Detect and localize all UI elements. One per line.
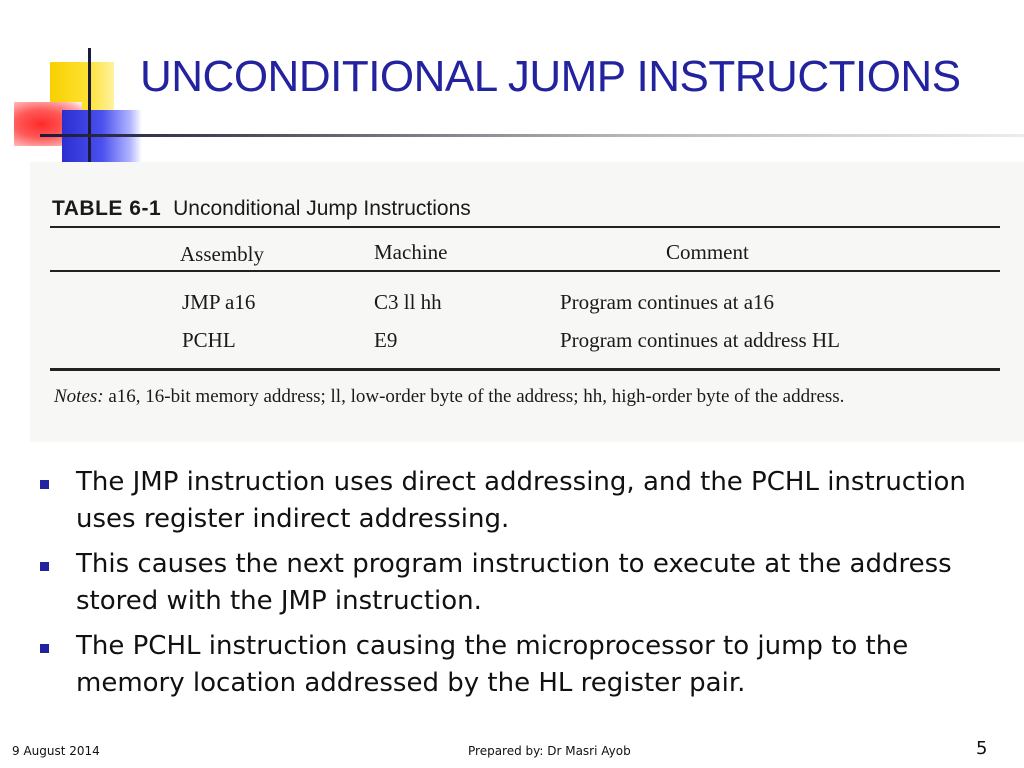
header-machine: Machine [374, 240, 448, 264]
table-title [52, 196, 471, 221]
header-assembly: Assembly [180, 242, 264, 266]
list-item [40, 546, 980, 620]
table-label: TABLE 6-1 [52, 197, 162, 220]
table-top-rule [50, 226, 1000, 228]
notes-label: Notes: [54, 386, 104, 407]
table-notes [54, 386, 844, 408]
table-cell: PCHL [182, 328, 236, 352]
table-cell: E9 [374, 328, 398, 352]
table-cell: Program continues at address HL [560, 328, 840, 352]
logo-vertical-line [88, 48, 91, 164]
bullet-text: The JMP instruction uses direct addressing, and the PCHL instruction uses register indirect addressing. [76, 467, 966, 534]
header-comment: Comment [666, 240, 749, 264]
list-item [40, 464, 980, 538]
page-number: 5 [976, 738, 988, 759]
table-caption: Unconditional Jump Instructions [173, 197, 471, 220]
table-cell: C3 ll hh [374, 290, 442, 314]
bullet-text: The PCHL instruction causing the microprocessor to jump to the memory location addressed by the HL register pair. [76, 631, 909, 698]
bullet-square-icon [40, 480, 49, 489]
footer-author: Prepared by: Dr Masri Ayob [468, 744, 631, 758]
slide-title: UNCONDITIONAL JUMP INSTRUCTIONS [140, 52, 961, 101]
bullet-square-icon [40, 562, 49, 571]
list-item [40, 628, 980, 702]
table-image [30, 162, 1024, 442]
table-cell: JMP a16 [182, 290, 256, 314]
bullet-text: This causes the next program instruction to execute at the address stored with the JMP instruction. [76, 549, 952, 616]
table-header-rule [50, 270, 1000, 272]
bullet-list [40, 464, 980, 710]
title-divider [40, 134, 1024, 137]
notes-text: a16, 16-bit memory address; ll, low-order byte of the address; hh, high-order byte of the address. [108, 386, 845, 407]
bullet-square-icon [40, 644, 49, 653]
footer-date: 9 August 2014 [12, 744, 100, 758]
table-bottom-rule [50, 368, 1000, 371]
table-cell: Program continues at a16 [560, 290, 775, 314]
